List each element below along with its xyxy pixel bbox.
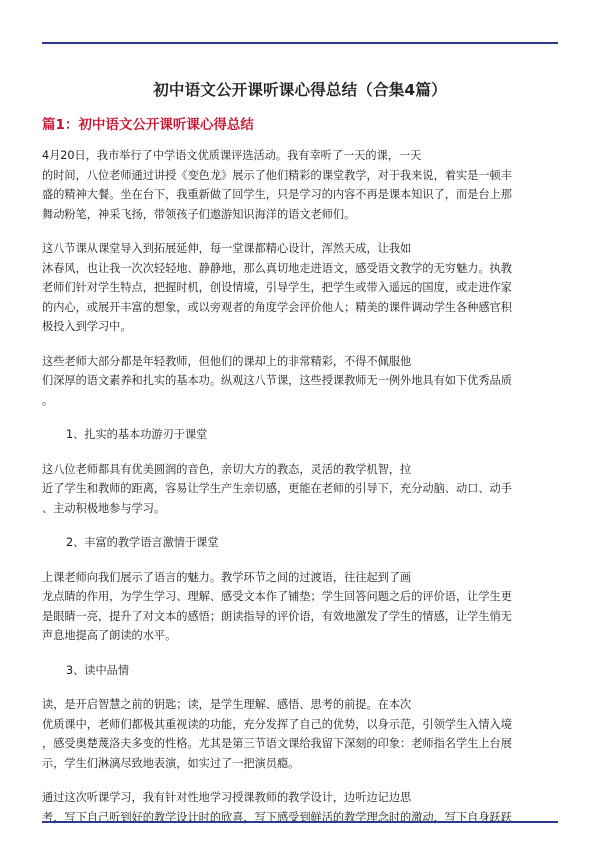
page-title: 初中语文公开课听课心得总结（合集4篇） <box>153 81 447 99</box>
paragraph: 通过这次听课学习，我有针对性地学习授课教师的教学设计，边听边记边思 考，写下自己听到好的教学设计时的欣喜，写下感受到鲜活的教学理念时的激动，写下自身跃跃 <box>42 791 512 824</box>
paragraph: 这八节课从课堂导入到拓展延伸，每一堂课都精心设计，浑然天成，让我如 沐春风，也让我一次次轻轻地、静静地，那么真切地走进语文，感受语文教学的无穷魅力。执教 老师们针对学生特点，把握时机，创设情境，引导学生，把学生或带入遥远的国度，或走进作家 的内心，或展开丰富的想象，或以旁观者的角度学会评价他人；精美的课件调动学生各种感官积 极投入到学习中。 <box>42 242 512 333</box>
top-divider <box>42 42 558 44</box>
subheading: 1、扎实的基本功游刃于课堂 <box>66 428 208 441</box>
paragraph: 这八位老师都具有优美圆润的音色，亲切大方的教态，灵活的教学机智，拉 近了学生和教师的距离，容易让学生产生亲切感，更能在老师的引导下，充分动脑、动口、动手 、主动积极地参与学习。 <box>42 462 512 515</box>
paragraph: 读，是开启智慧之前的钥匙；读，是学生理解、感悟、思考的前提。在本次 优质课中，老师们都极其重视读的功能，充分发挥了自己的优势，以身示范，引领学生入情入境 ，感受奥楚蔑洛夫多变的性格。尤其是第三节语文课给我留下深刻的印象：老师指名学生上台展 示，学生们淋漓尽致地表演，如实过了一把演员瘾。 <box>42 698 512 770</box>
bottom-divider <box>42 821 558 823</box>
paragraph: 4月20日，我市举行了中学语文优质课评选活动。我有幸听了一天的课，一天 的时间，八位老师通过讲授《变色龙》展示了他们精彩的课堂教学，对于我来说，着实是一顿丰 盛的精神大餐。坐在台下，我重新做了回学生，只是学习的内容不再是课本知识了，而是台上那 舞动粉笔，神采飞扬，带领孩子们遨游知识海洋的语文老师们。 <box>42 149 512 221</box>
paragraph: 这些老师大部分都是年轻教师，但他们的课却上的非常精彩，不得不佩服他 们深厚的语文素养和扎实的基本功。纵观这八节课，这些授课教师无一例外地具有如下优秀品质 。 <box>42 354 512 407</box>
document-body <box>42 146 560 842</box>
paragraph: 上课老师向我们展示了语言的魅力。教学环节之间的过渡语，往往起到了画 龙点睛的作用，为学生学习、理解、感受文本作了铺垫；学生回答问题之后的评价语，让学生更 是眼睛一亮，提升了对文本的感悟；朗读指导的评价语，有效地激发了学生的情感，让学生悄无 声息地提高了朗读的水平。 <box>42 570 512 642</box>
subheading: 3、读中品情 <box>66 663 130 677</box>
section-title: 篇1：初中语文公开课听课心得总结 <box>42 117 254 133</box>
subheading: 2、丰富的教学语言激情于课堂 <box>66 536 219 549</box>
